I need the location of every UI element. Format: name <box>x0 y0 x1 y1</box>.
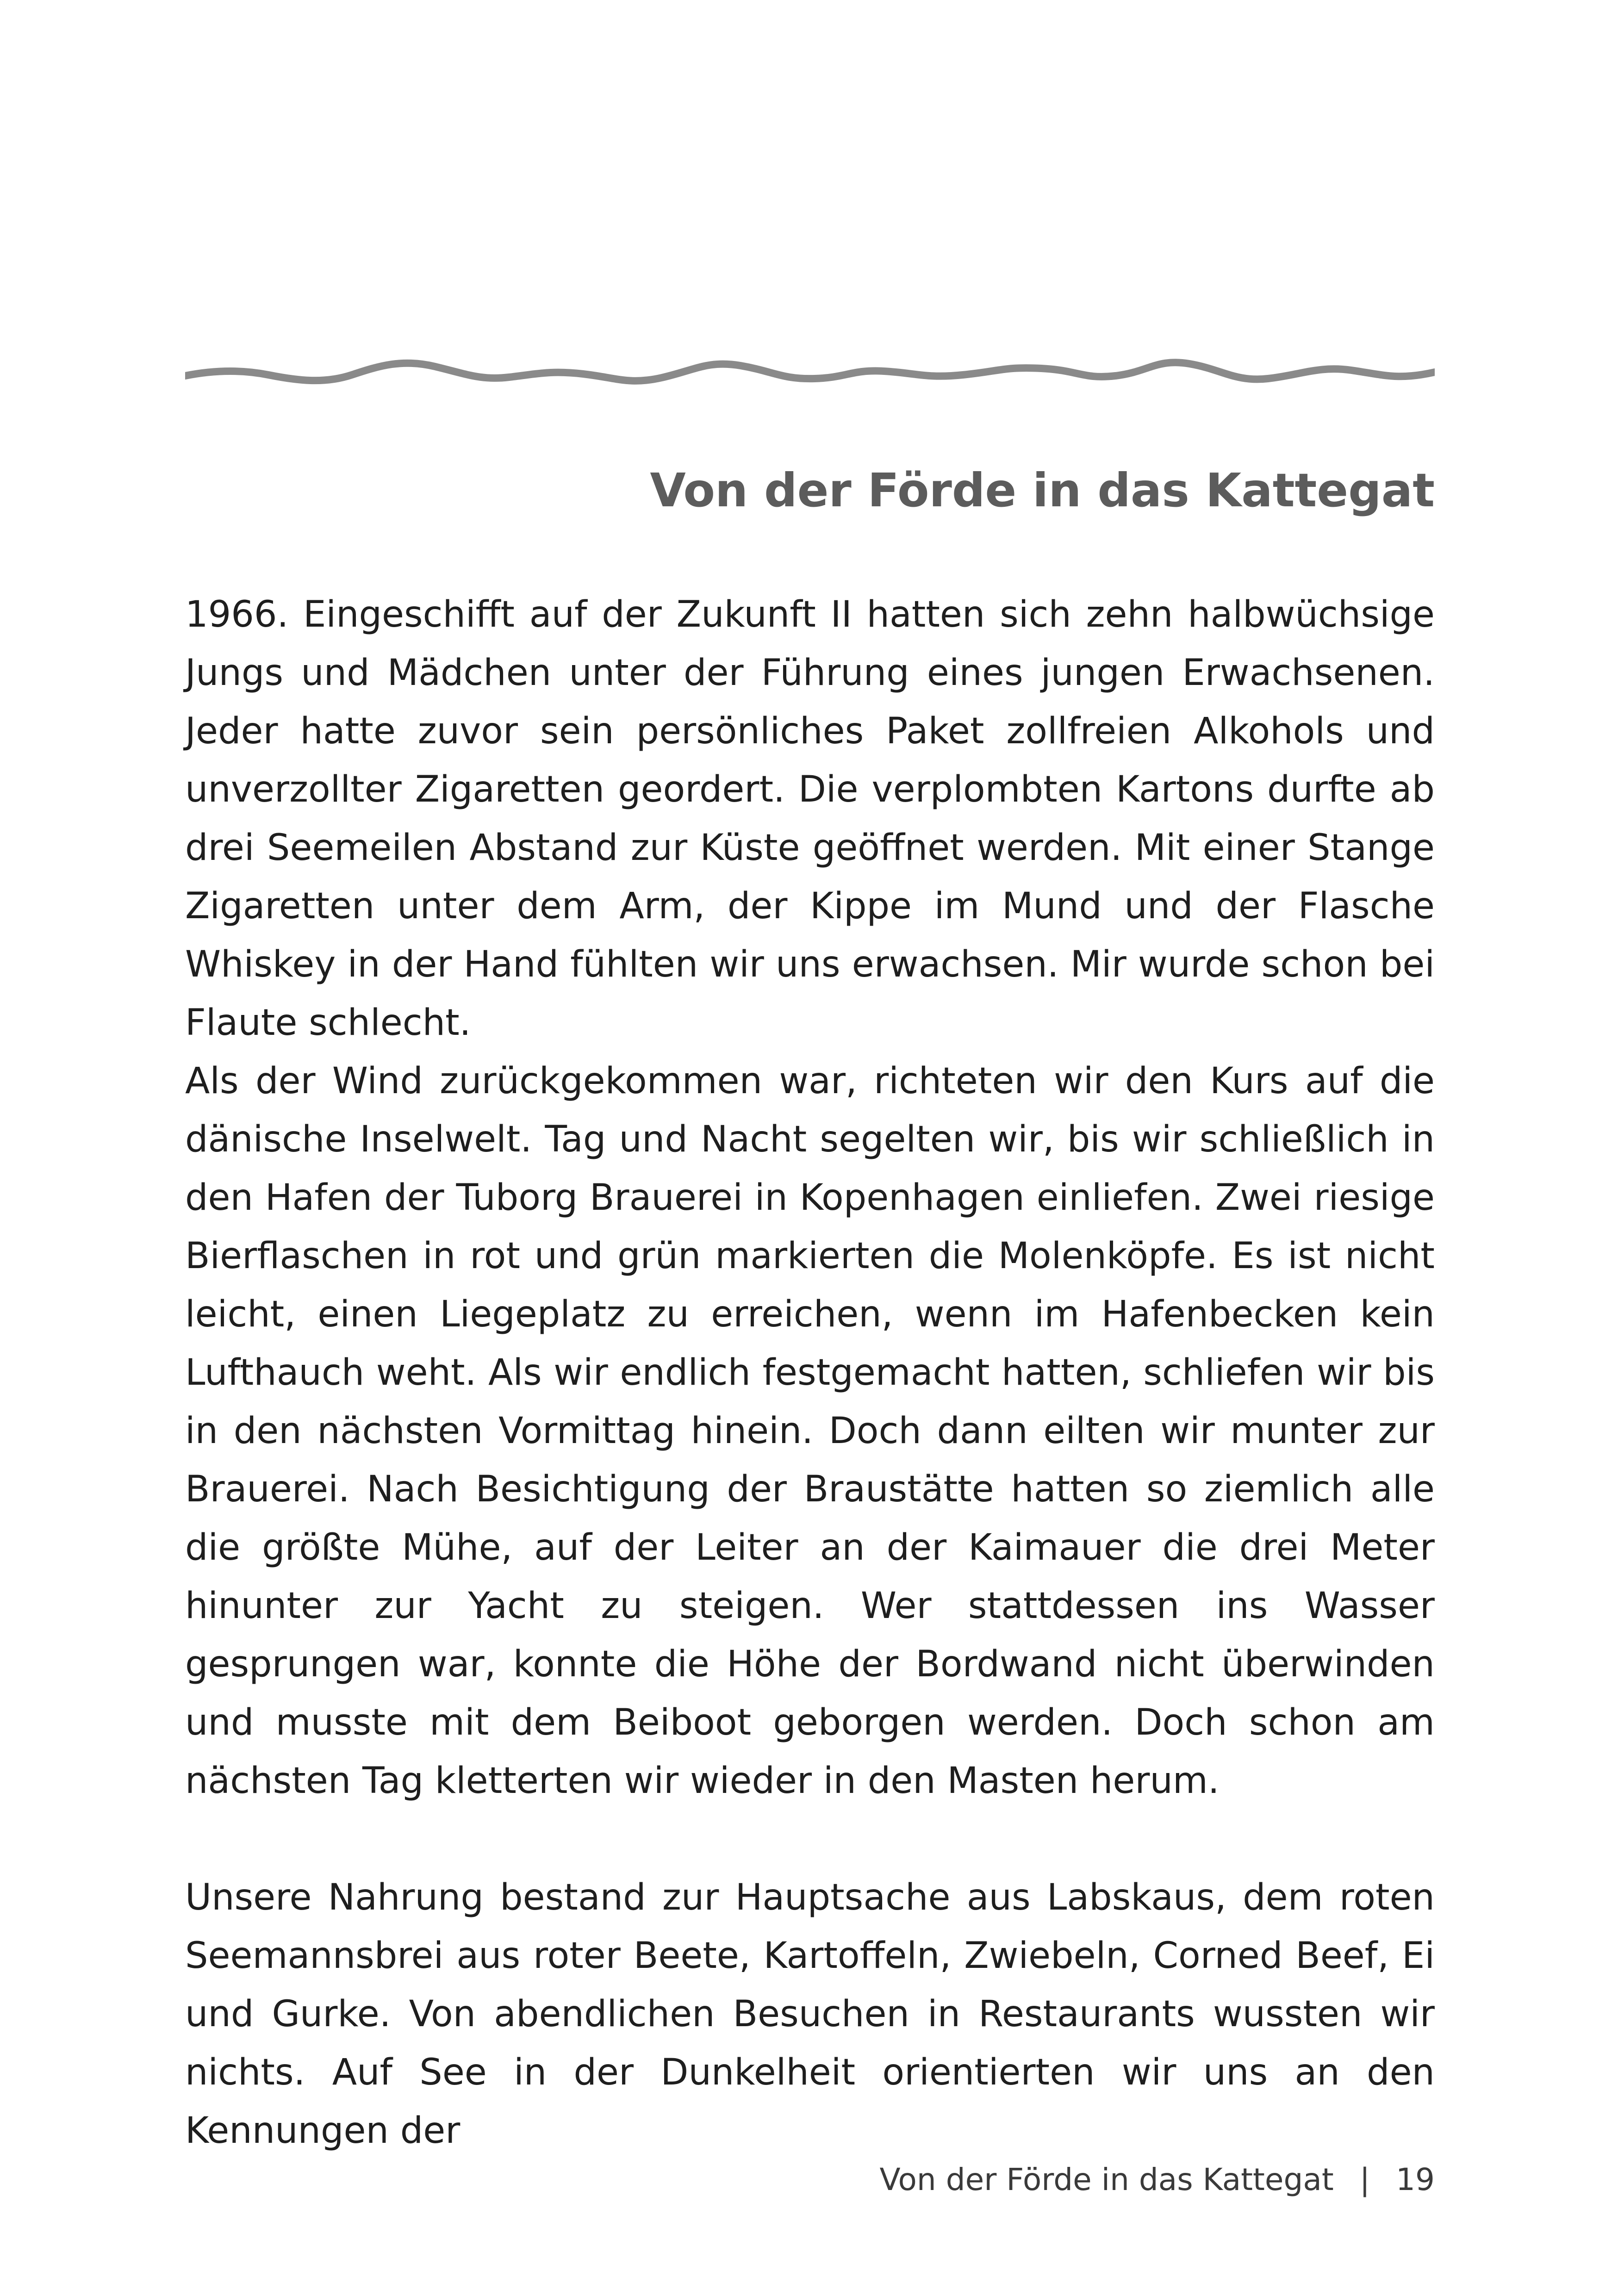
chapter-title: Von der Förde in das Kattegat <box>650 463 1435 517</box>
paragraph: Als der Wind zurückgekommen war, richteten wir den Kurs auf die dänische Inselwelt. Tag und Nacht segelten wir, bis wir schließlich in den Hafen der Tuborg Brauerei in Kopenhagen einliefen. Zwei riesige Bierflaschen in rot und grün markierten die Molenköpfe. Es ist nicht leicht, einen Liegeplatz zu erreichen, wenn im Hafenbecken kein Lufthauch weht. Als wir endlich festgemacht hatten, schliefen wir bis in den nächsten Vormittag hinein. Doch dann eilten wir munter zur Brauerei. Nach Besichtigung der Braustätte hatten so ziemlich alle die größte Mühe, auf der Leiter an der Kaimauer die drei Meter hinunter zur Yacht zu steigen. Wer stattdessen ins Wasser gesprungen war, konnte die Höhe der Bordwand nicht überwinden und musste mit dem Beiboot geborgen werden. Doch schon am nächsten Tag kletterten wir wieder in den Masten herum. <box>185 1060 1435 1802</box>
paragraph: Unsere Nahrung bestand zur Hauptsache aus Labskaus, dem roten Seemannsbrei aus roter Beete, Kartoffeln, Zwiebeln, Corned Beef, Ei und Gurke. Von abendlichen Besuchen in Restaurants wussten wir nichts. Auf See in der Dunkelheit orientierten wir uns an den Kennungen der <box>185 1877 1435 2152</box>
page-footer <box>879 2157 1435 2203</box>
wave-divider-icon <box>185 352 1435 393</box>
footer-separator: | <box>1359 2162 1370 2197</box>
paragraph: 1966. Eingeschifft auf der Zukunft II hatten sich zehn halbwüchsige Jungs und Mädchen unter der Führung eines jungen Erwachsenen. Jeder hatte zuvor sein persönliches Paket zollfreien Alkohols und unverzollter Zigaretten geordert. Die verplombten Kartons durfte ab drei Seemeilen Abstand zur Küste geöffnet werden. Mit einer Stange Zigaretten unter dem Arm, der Kippe im Mund und der Flasche Whiskey in der Hand fühlten wir uns erwachsen. Mir wurde schon bei Flaute schlecht. <box>185 594 1435 1044</box>
page-number: 19 <box>1396 2162 1435 2197</box>
body-text <box>185 585 1435 2160</box>
running-title: Von der Förde in das Kattegat <box>879 2162 1334 2197</box>
